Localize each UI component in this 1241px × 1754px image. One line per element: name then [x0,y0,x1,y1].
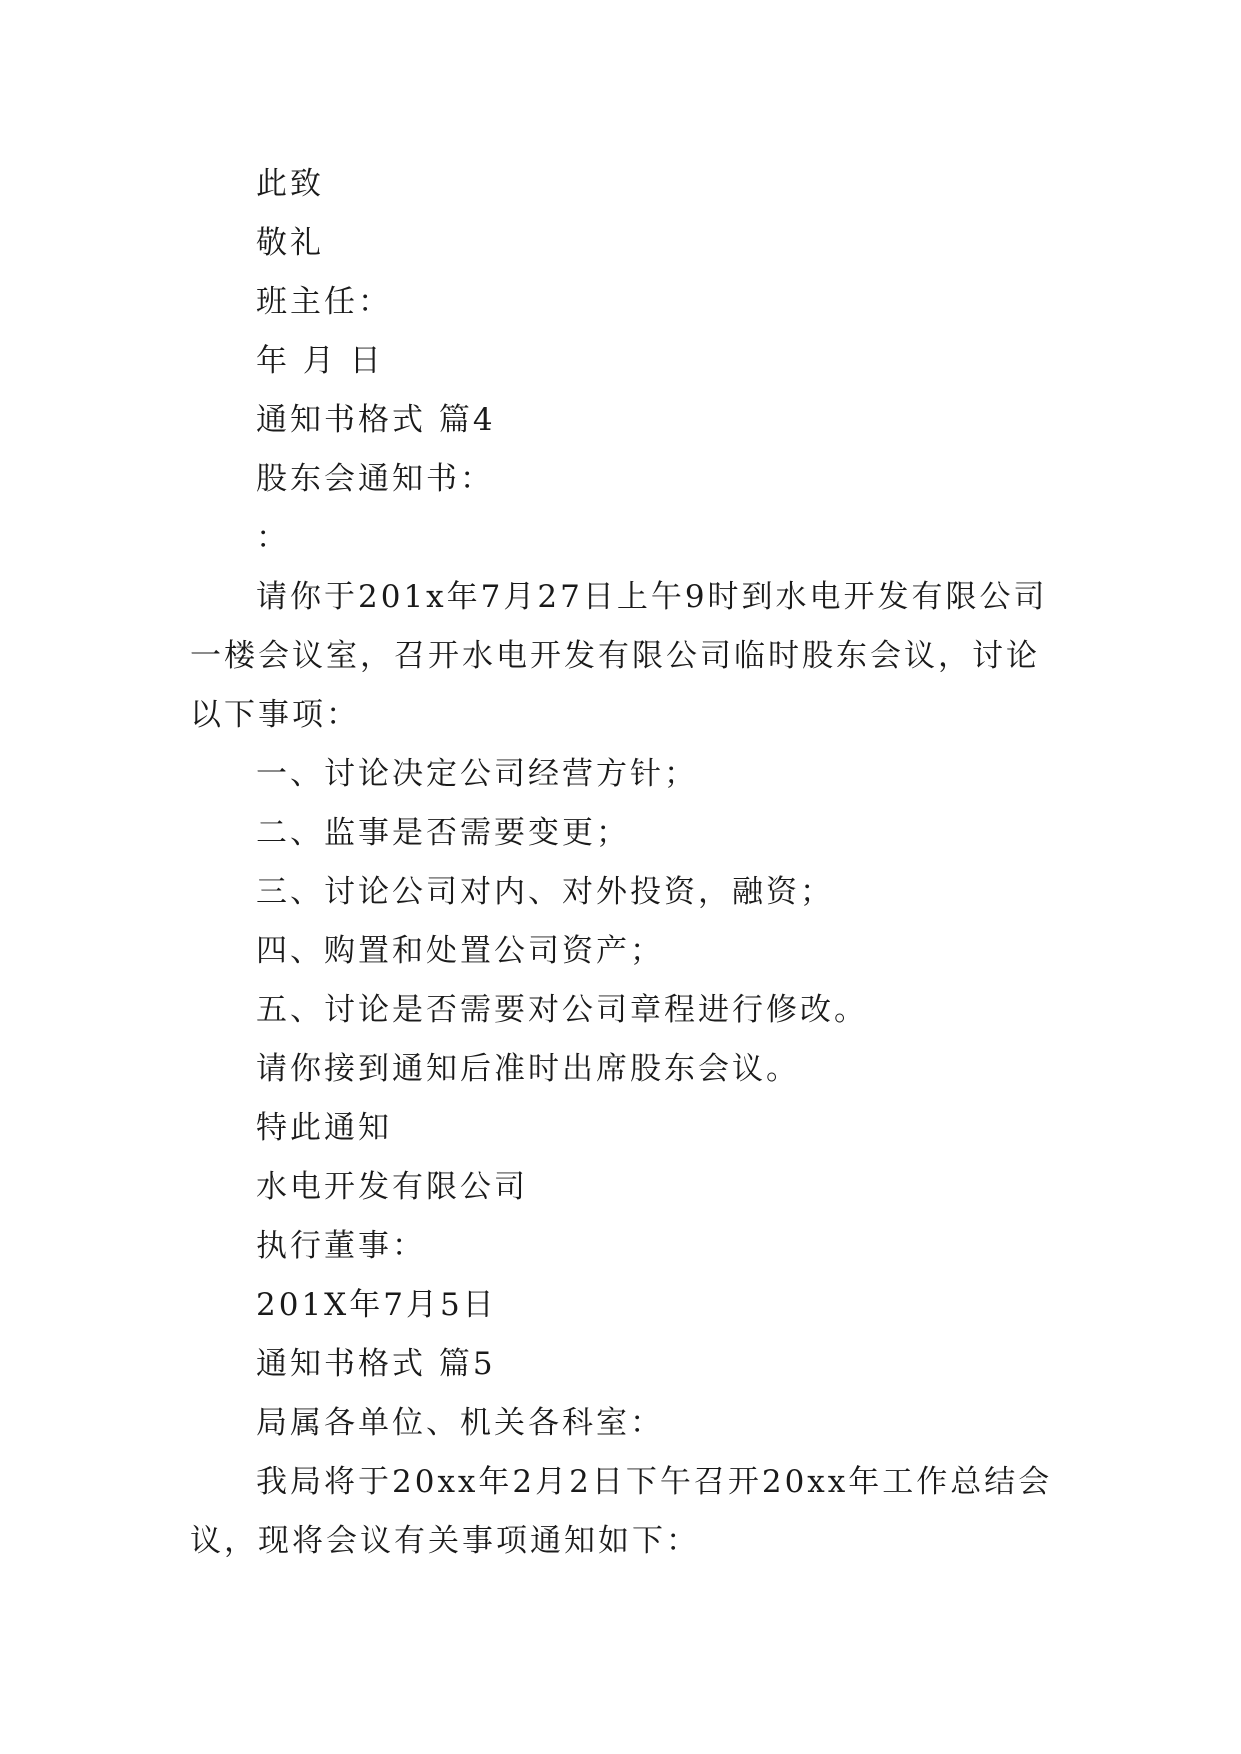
agenda-item: 二、监事是否需要变更； [256,815,630,851]
date-placeholder: 年 月 日 [256,343,384,379]
regards: 敬礼 [256,225,324,261]
agenda-item: 四、购置和处置公司资产； [256,933,664,969]
summary-meeting-paragraph: 我局将于20xx年2月2日下午召开20xx年工作总结会议，现将会议有关事项通知如下： [190,1464,1053,1559]
document-body [190,155,1060,1571]
agenda-item: 一、讨论决定公司经营方针； [256,756,698,792]
salutation-closing: 此致 [256,166,324,202]
notice-date: 201X年7月5日 [256,1287,497,1323]
recipients-line: 局属各单位、机关各科室： [256,1405,664,1441]
company-name: 水电开发有限公司 [256,1169,528,1205]
meeting-paragraph: 请你于201x年7月27日上午9时到水电开发有限公司一楼会议室，召开水电开发有限公司临时股东会议，讨论以下事项： [190,579,1048,733]
section-title-4: 通知书格式 篇4 [256,402,496,438]
notice-closing: 特此通知 [256,1110,392,1146]
addressee-line: ： [256,520,290,556]
attendance-request: 请你接到通知后准时出席股东会议。 [256,1051,800,1087]
agenda-item: 五、讨论是否需要对公司章程进行修改。 [256,992,868,1028]
signature-head-teacher: 班主任： [256,284,392,320]
agenda-item: 三、讨论公司对内、对外投资，融资； [256,874,834,910]
section-title-5: 通知书格式 篇5 [256,1346,496,1382]
signature-director: 执行董事： [256,1228,426,1264]
notice-heading: 股东会通知书： [256,461,494,497]
